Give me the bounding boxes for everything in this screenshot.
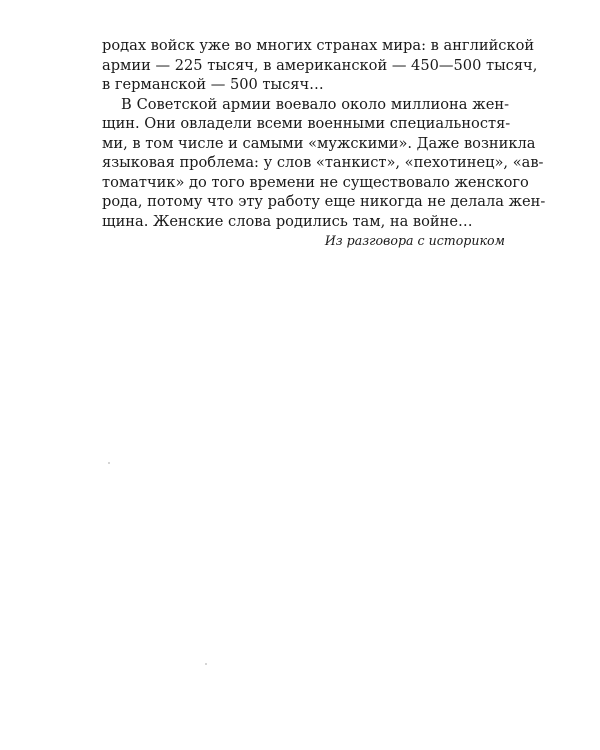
paragraph-1	[102, 36, 538, 95]
text-line: в германской — 500 тысяч…	[102, 76, 324, 93]
scan-speck	[205, 663, 207, 665]
text-line: В Советской армии воевало около миллиона жен-	[121, 95, 509, 113]
page-text	[102, 36, 546, 249]
text-line: армии — 225 тысяч, в американской — 450—500 тысяч,	[102, 56, 538, 74]
text-line: томатчик» до того времени не существовало женского	[102, 173, 529, 191]
text-line: родах войск уже во многих странах мира: в английской	[102, 37, 535, 54]
paragraph-2	[102, 95, 546, 232]
text-line: щина. Женские слова родились там, на войне…	[102, 212, 473, 230]
text-line: языковая проблема: у слов «танкист», «пехотинец», «ав-	[102, 154, 544, 171]
text-line: рода, потому что эту работу еще никогда не делала жен-	[102, 193, 546, 210]
attribution: Из разговора с историком	[324, 233, 505, 248]
scan-speck	[108, 462, 110, 464]
text-line: ми, в том числе и самыми «мужскими». Даже возникла	[102, 134, 536, 152]
text-line: щин. Они овладели всеми военными специальностя-	[102, 115, 511, 132]
